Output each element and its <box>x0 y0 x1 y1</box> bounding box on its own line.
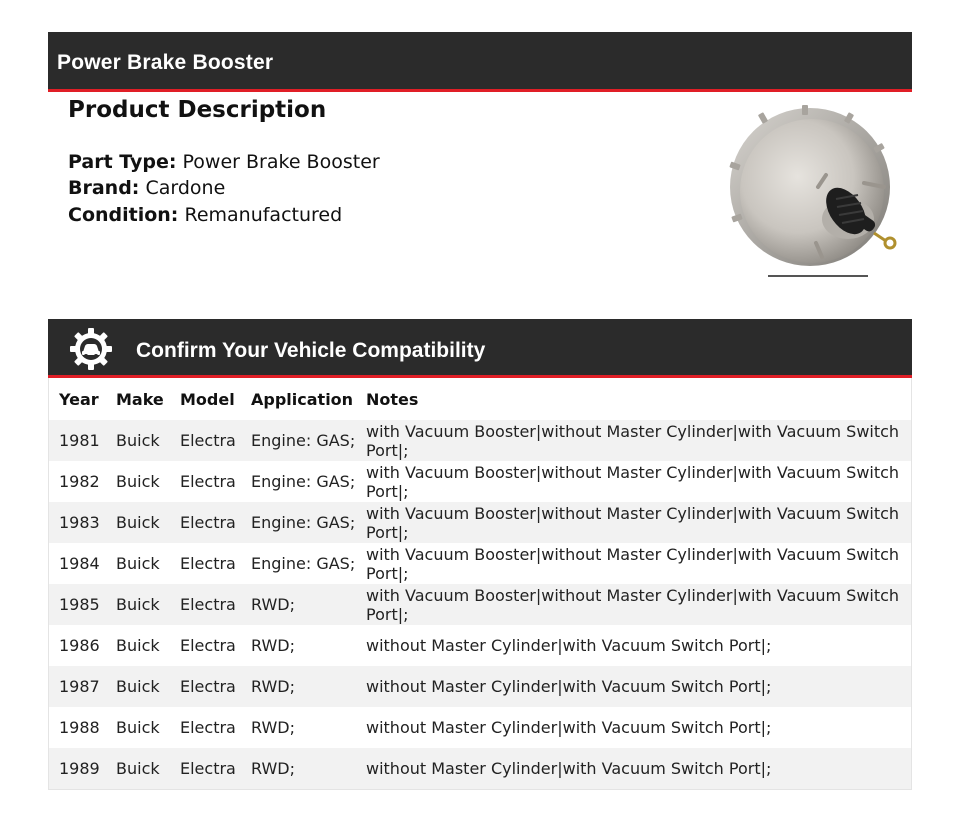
cell-make: Buick <box>116 595 160 614</box>
table-row <box>49 666 912 707</box>
table-header-row <box>49 378 912 420</box>
cell-notes: without Master Cylinder|with Vacuum Switch Port|; <box>366 718 772 737</box>
cell-application: Engine: GAS; <box>251 513 356 532</box>
cell-model: Electra <box>180 554 236 573</box>
cell-application: RWD; <box>251 759 295 778</box>
brand-label: Brand: <box>68 177 140 199</box>
cell-application: RWD; <box>251 718 295 737</box>
cell-year: 1981 <box>59 431 100 450</box>
cell-model: Electra <box>180 677 236 696</box>
column-header-application: Application <box>251 389 354 409</box>
table-row <box>49 584 912 625</box>
cell-application: RWD; <box>251 636 295 655</box>
cell-application: Engine: GAS; <box>251 554 356 573</box>
brand-line <box>68 177 225 199</box>
compatibility-table <box>48 378 912 790</box>
cell-model: Electra <box>180 513 236 532</box>
gear-car-icon <box>69 327 113 371</box>
brake-booster-image <box>724 103 910 283</box>
condition-line <box>68 204 342 226</box>
compatibility-bar <box>48 319 912 378</box>
cell-model: Electra <box>180 431 236 450</box>
cell-model: Electra <box>180 718 236 737</box>
cell-model: Electra <box>180 636 236 655</box>
column-header-model: Model <box>180 389 235 409</box>
cell-model: Electra <box>180 759 236 778</box>
cell-notes: with Vacuum Booster|without Master Cylinder|with Vacuum Switch Port|; <box>366 421 900 460</box>
cell-notes: without Master Cylinder|with Vacuum Switch Port|; <box>366 759 772 778</box>
cell-year: 1986 <box>59 636 100 655</box>
cell-year: 1989 <box>59 759 100 778</box>
cell-year: 1983 <box>59 513 100 532</box>
table-row <box>49 748 912 790</box>
table-row <box>49 707 912 748</box>
table-body <box>49 420 912 790</box>
cell-make: Buick <box>116 718 160 737</box>
cell-make: Buick <box>116 554 160 573</box>
cell-notes: with Vacuum Booster|without Master Cylinder|with Vacuum Switch Port|; <box>366 503 900 542</box>
cell-notes: without Master Cylinder|with Vacuum Switch Port|; <box>366 636 772 655</box>
part-type-value: Power Brake Booster <box>182 151 380 173</box>
cell-notes: with Vacuum Booster|without Master Cylinder|with Vacuum Switch Port|; <box>366 462 900 501</box>
brand-value: Cardone <box>145 177 226 199</box>
table-row <box>49 502 912 543</box>
cell-application: RWD; <box>251 677 295 696</box>
cell-notes: with Vacuum Booster|without Master Cylinder|with Vacuum Switch Port|; <box>366 585 900 624</box>
cell-make: Buick <box>116 636 160 655</box>
cell-year: 1988 <box>59 718 100 737</box>
column-header-make: Make <box>116 389 164 409</box>
header-bar <box>48 32 912 92</box>
part-type-label: Part Type: <box>68 151 177 173</box>
part-type-line <box>68 151 380 173</box>
page-title: Power Brake Booster <box>57 51 274 74</box>
cell-application: Engine: GAS; <box>251 431 356 450</box>
cell-make: Buick <box>116 472 160 491</box>
cell-year: 1987 <box>59 677 100 696</box>
cell-model: Electra <box>180 472 236 491</box>
cell-application: RWD; <box>251 595 295 614</box>
cell-year: 1984 <box>59 554 100 573</box>
cell-make: Buick <box>116 431 160 450</box>
condition-label: Condition: <box>68 204 179 226</box>
compatibility-title: Confirm Your Vehicle Compatibility <box>136 339 486 362</box>
table-row <box>49 625 912 666</box>
table-row <box>49 420 912 461</box>
cell-year: 1985 <box>59 595 100 614</box>
cell-make: Buick <box>116 677 160 696</box>
table-row <box>49 543 912 584</box>
cell-make: Buick <box>116 513 160 532</box>
table-row <box>49 461 912 502</box>
cell-notes: without Master Cylinder|with Vacuum Switch Port|; <box>366 677 772 696</box>
description-heading: Product Description <box>68 97 327 123</box>
cell-make: Buick <box>116 759 160 778</box>
cell-model: Electra <box>180 595 236 614</box>
cell-notes: with Vacuum Booster|without Master Cylinder|with Vacuum Switch Port|; <box>366 544 900 583</box>
cell-application: Engine: GAS; <box>251 472 356 491</box>
cell-year: 1982 <box>59 472 100 491</box>
column-header-notes: Notes <box>366 389 419 409</box>
column-header-year: Year <box>59 389 99 409</box>
condition-value: Remanufactured <box>184 204 343 226</box>
